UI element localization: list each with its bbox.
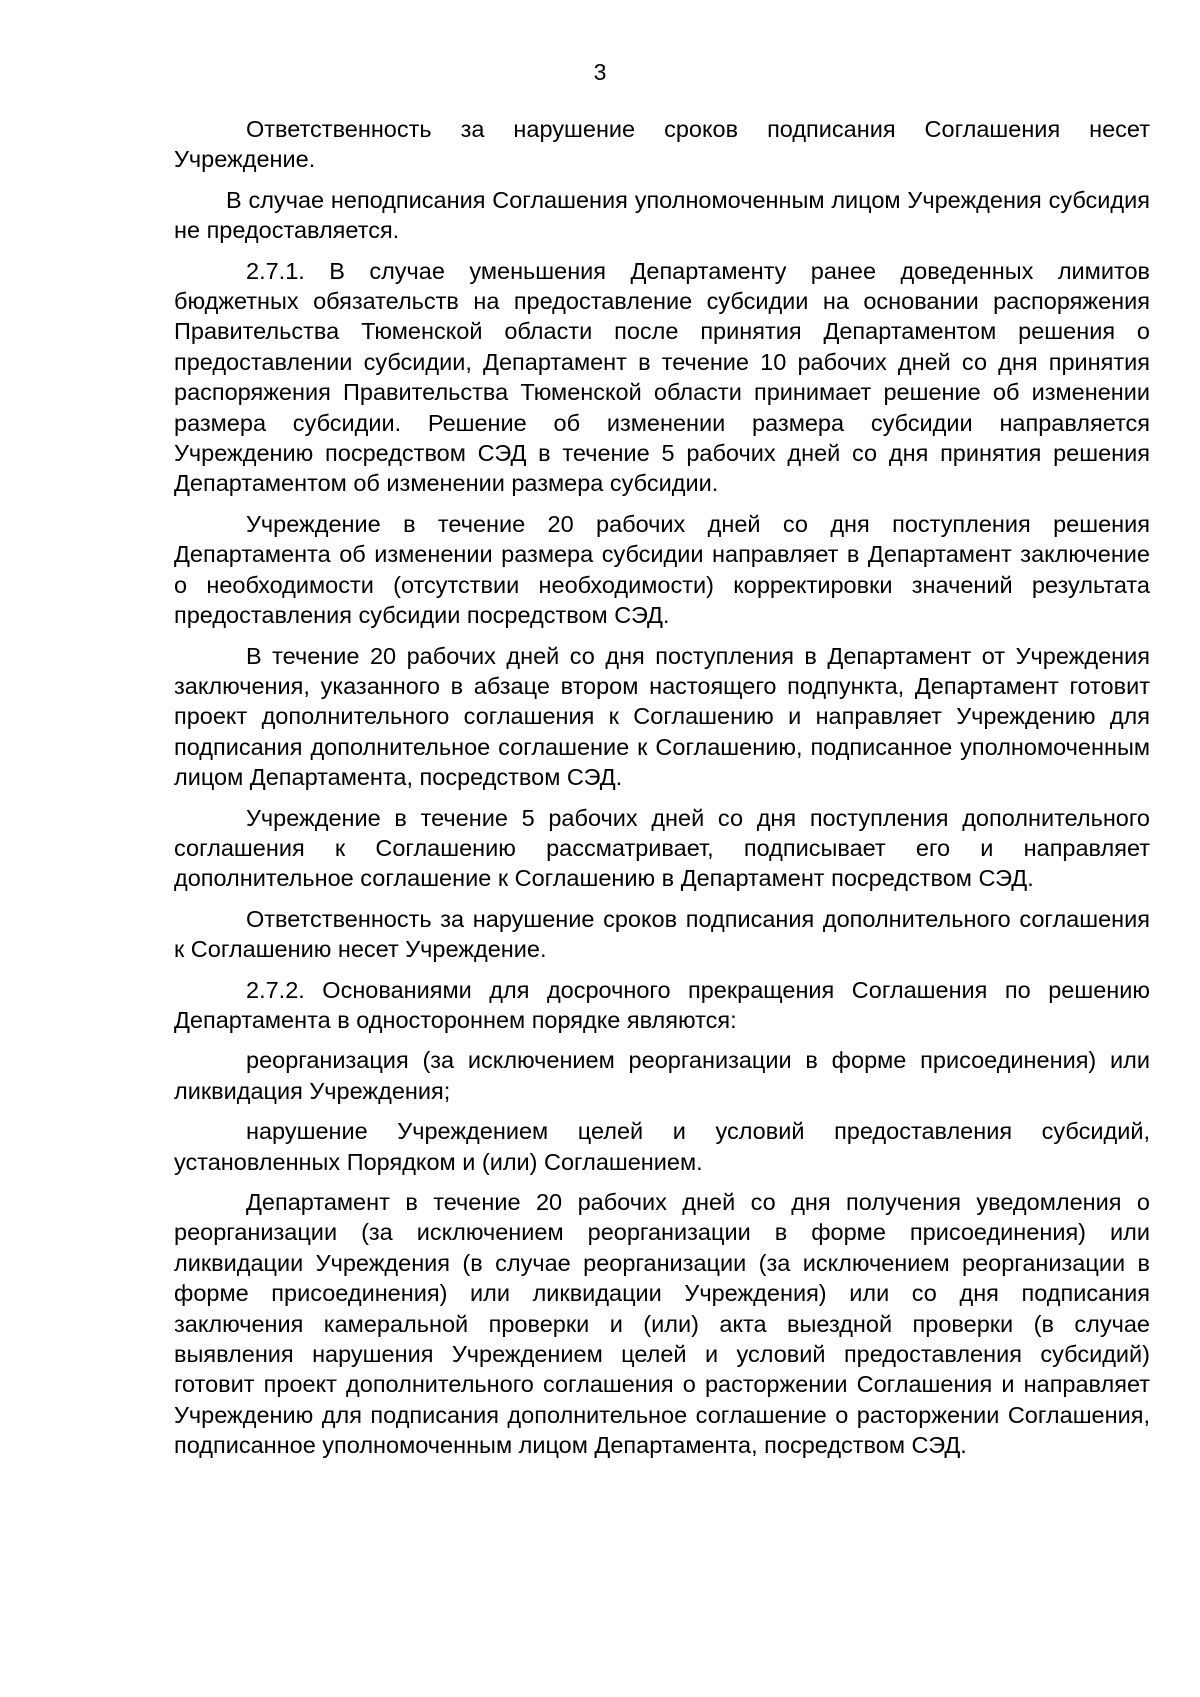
page-number: 3 [593,59,607,85]
paragraph-additional-agreement-draft: В течение 20 рабочих дней со дня поступления в Департамент от Учреждения заключения, указанного в абзаце втором настоящего подпункта, Департамент готовит проект дополнительного соглашения к Соглашению и направляет Учреждению для подписания дополнительное соглашение к Соглашению, подписанное уполномоченным лицом Департамента, посредством СЭД. [174,642,1150,791]
paragraph-institution-signs: Учреждение в течение 5 рабочих дней со дня поступления дополнительного соглашения к Соглашению рассматривает, подписывает его и направляет дополнительное соглашение к Соглашению в Департамент посредством СЭД. [174,804,1150,892]
paragraph-unsigned-agreement: В случае неподписания Соглашения уполномоченным лицом Учреждения субсидия не предоставляется. [174,186,1150,244]
paragraph-termination-procedure: Департамент в течение 20 рабочих дней со дня получения уведомления о реорганизации (за исключением реорганизации в форме присоединения) или ликвидации Учреждения (в случае реорганизации (за исключением реорганизации в форме присоединения) или ликвидации Учреждения) или со дня подписания заключения камеральной проверки и (или) акта выездной проверки (в случае выявления нарушения Учреждением целей и условий предоставления субсидий) готовит проект дополнительного соглашения о расторжении Соглашения и направляет Учреждению для подписания дополнительное соглашение о расторжении Соглашения, подписанное уполномоченным лицом Департамента, посредством СЭД. [174,1189,1150,1459]
paragraph-responsibility-additional: Ответственность за нарушение сроков подписания дополнительного соглашения к Соглашению несет Учреждение. [174,905,1150,963]
paragraph-2-7-2: 2.7.2. Основаниями для досрочного прекращения Соглашения по решению Департамента в одностороннем порядке являются: [174,976,1150,1033]
paragraph-violation: нарушение Учреждением целей и условий предоставления субсидий, установленных Порядком и (или) Соглашением. [174,1118,1150,1175]
paragraph-2-7-1: 2.7.1. В случае уменьшения Департаменту ранее доведенных лимитов бюджетных обязательств на предоставление субсидии на основании распоряжения Правительства Тюменской области после принятия Департаментом решения о предоставлении субсидии, Департамент в течение 10 рабочих дней со дня принятия распоряжения Правительства Тюменской области принимает решение об изменении размера субсидии. Решение об изменении размера субсидии направляется Учреждению посредством СЭД в течение 5 рабочих дней со дня принятия решения Департаментом об изменении размера субсидии. [174,257,1150,497]
document-body [174,114,1150,1471]
paragraph-responsibility-signing: Ответственность за нарушение сроков подписания Соглашения несет Учреждение. [174,116,1150,173]
paragraph-institution-conclusion: Учреждение в течение 20 рабочих дней со дня поступления решения Департамента об изменении размера субсидии направляет в Департамент заключение о необходимости (отсутствии необходимости) корректировки значений результата предоставления субсидии посредством СЭД. [174,510,1150,629]
paragraph-reorganization: реорганизация (за исключением реорганизации в форме присоединения) или ликвидация Учреждения; [174,1047,1150,1104]
